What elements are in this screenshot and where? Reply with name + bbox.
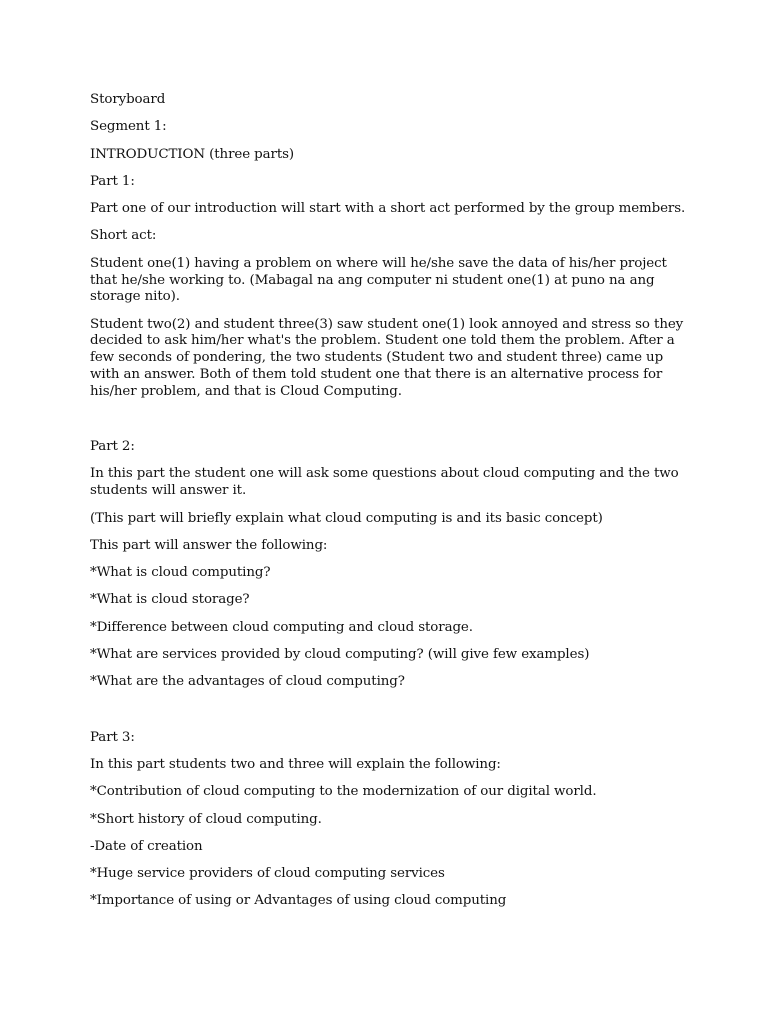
part3-item: -Date of creation — [90, 838, 203, 854]
part3-intro: In this part students two and three will explain the following: — [90, 756, 501, 772]
short-act-label: Short act: — [90, 228, 157, 244]
part1-heading: Part 1: — [90, 173, 135, 189]
part3-item: *Short history of cloud computing. — [90, 811, 322, 827]
part2-item: *What are services provided by cloud computing? (will give few examples) — [90, 647, 590, 663]
part1-paragraph-1: Student one(1) having a problem on where will he/she save the data of his/her project that he/she working to. (Mabagal na ang computer ni student one(1) at puno na ang storage nito). — [90, 255, 667, 305]
part2-lead: This part will answer the following: — [90, 537, 328, 553]
part2-item: *What are the advantages of cloud computing? — [90, 674, 405, 690]
part3-heading: Part 3: — [90, 729, 135, 745]
document-page — [90, 92, 690, 921]
part2-intro: In this part the student one will ask some questions about cloud computing and the two students will answer it. — [90, 466, 679, 499]
document-title: Storyboard — [90, 92, 166, 107]
segment-label: Segment 1: — [90, 119, 167, 135]
part2-item: *What is cloud storage? — [90, 592, 250, 608]
part3-item: *Huge service providers of cloud computing services — [90, 866, 445, 882]
part3-item: *Contribution of cloud computing to the modernization of our digital world. — [90, 784, 597, 800]
part3-item: *Importance of using or Advantages of using cloud computing — [90, 893, 507, 909]
part2-item: *Difference between cloud computing and cloud storage. — [90, 619, 473, 635]
part2-note: (This part will briefly explain what cloud computing is and its basic concept) — [90, 510, 603, 526]
part1-paragraph-2: Student two(2) and student three(3) saw student one(1) look annoyed and stress so they decided to ask him/her what's the problem. Student one told them the problem. After a few seconds of pondering, the two students (Student two and student three) came up with an answer. Both of them told student one that there is an alternative process for his/her problem, and that is Cloud Computing. — [90, 316, 684, 399]
introduction-heading: INTRODUCTION (three parts) — [90, 146, 295, 162]
section-spacer — [90, 702, 690, 730]
part2-item: *What is cloud computing? — [90, 565, 271, 581]
part1-intro: Part one of our introduction will start with a short act performed by the group members. — [90, 201, 686, 217]
part2-heading: Part 2: — [90, 439, 135, 455]
section-spacer — [90, 411, 690, 439]
